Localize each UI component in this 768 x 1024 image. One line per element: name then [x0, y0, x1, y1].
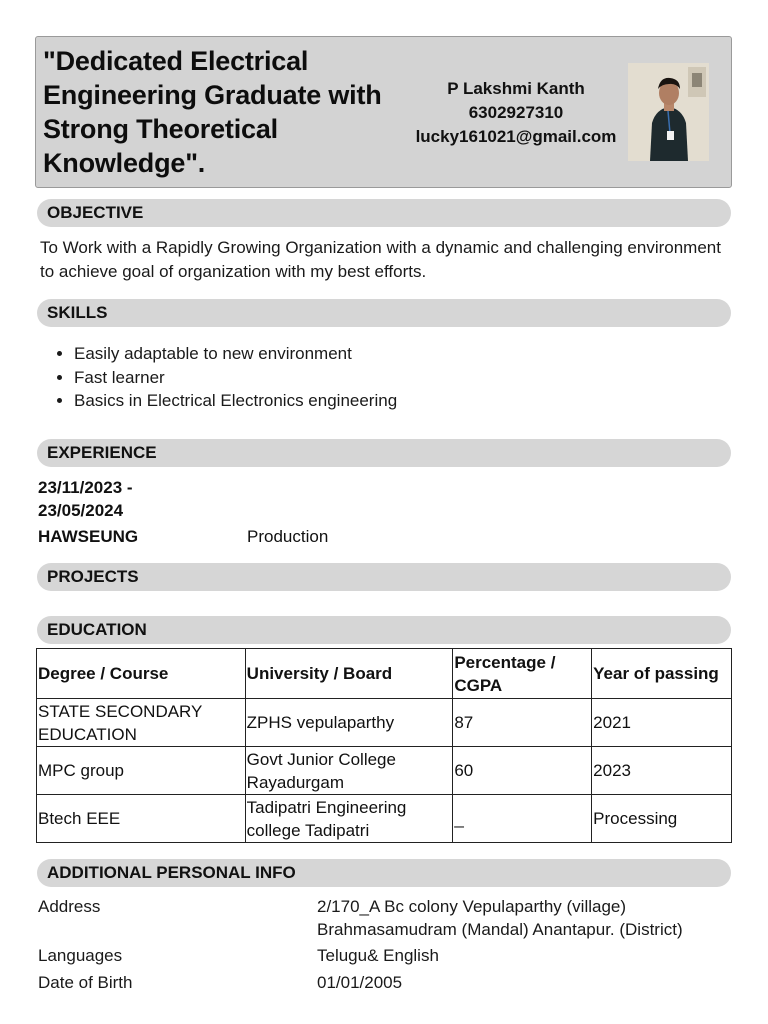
table-cell: 2021 — [592, 699, 732, 747]
section-skills: SKILLS — [37, 299, 731, 327]
table-cell: Processing — [592, 795, 732, 843]
table-row — [37, 699, 732, 747]
section-projects: PROJECTS — [37, 563, 731, 591]
candidate-name: P Lakshmi Kanth — [447, 79, 585, 98]
objective-text: To Work with a Rapidly Growing Organization with a dynamic and challenging environment to achieve goal of organization with my best efforts. — [40, 238, 721, 281]
experience-end-date: 23/05/2024 — [38, 501, 124, 520]
table-cell: STATE SECONDARY EDUCATION — [37, 699, 246, 747]
table-cell: Govt Junior College Rayadurgam — [245, 747, 453, 795]
table-row — [37, 747, 732, 795]
section-personal-info: ADDITIONAL PERSONAL INFO — [37, 859, 731, 887]
table-cell: Tadipatri Engineering college Tadipatri — [245, 795, 453, 843]
skill-item: • Basics in Electrical Electronics engineering — [74, 389, 397, 413]
column-header-university: University / Board — [245, 649, 453, 699]
dob-label: Date of Birth — [38, 973, 133, 992]
section-experience: EXPERIENCE — [37, 439, 731, 467]
address-line-1: 2/170_A Bc colony Vepulaparthy (village) — [317, 897, 627, 916]
table-cell: Btech EEE — [37, 795, 246, 843]
languages-label: Languages — [38, 946, 123, 965]
contact-block — [401, 77, 631, 149]
table-cell: _ — [453, 795, 592, 843]
person-photo-icon — [628, 63, 709, 161]
experience-start-date: 23/11/2023 - — [38, 478, 133, 497]
skills-list — [40, 342, 397, 413]
table-row — [37, 795, 732, 843]
languages-value: Telugu& English — [317, 946, 439, 965]
profile-photo — [628, 63, 709, 161]
experience-company: HAWSEUNG — [38, 527, 139, 546]
table-cell: ZPHS vepulaparthy — [245, 699, 453, 747]
skill-item: • Easily adaptable to new environment — [74, 342, 397, 366]
column-header-degree: Degree / Course — [37, 649, 246, 699]
section-education: EDUCATION — [37, 616, 731, 644]
experience-dates — [38, 476, 133, 522]
table-cell: 60 — [453, 747, 592, 795]
email-address: lucky161021@gmail.com — [415, 127, 617, 146]
address-value — [317, 895, 737, 941]
address-label: Address — [38, 897, 101, 916]
table-cell: 2023 — [592, 747, 732, 795]
dob-value: 01/01/2005 — [317, 973, 403, 992]
skill-item: • Fast learner — [74, 366, 397, 390]
phone-number: 6302927310 — [468, 103, 564, 122]
headline: "Dedicated Electrical Engineering Graduate with Strong Theoretical Knowledge". — [43, 46, 382, 178]
education-table — [36, 648, 732, 843]
column-header-year: Year of passing — [592, 649, 732, 699]
column-header-percentage: Percentage / CGPA — [453, 649, 592, 699]
table-header-row — [37, 649, 732, 699]
address-line-2: Brahmasamudram (Mandal) Anantapur. (District) — [317, 920, 683, 939]
table-cell: MPC group — [37, 747, 246, 795]
section-objective: OBJECTIVE — [37, 199, 731, 227]
resume-header — [35, 36, 732, 188]
table-cell: 87 — [453, 699, 592, 747]
experience-role: Production — [247, 527, 329, 546]
